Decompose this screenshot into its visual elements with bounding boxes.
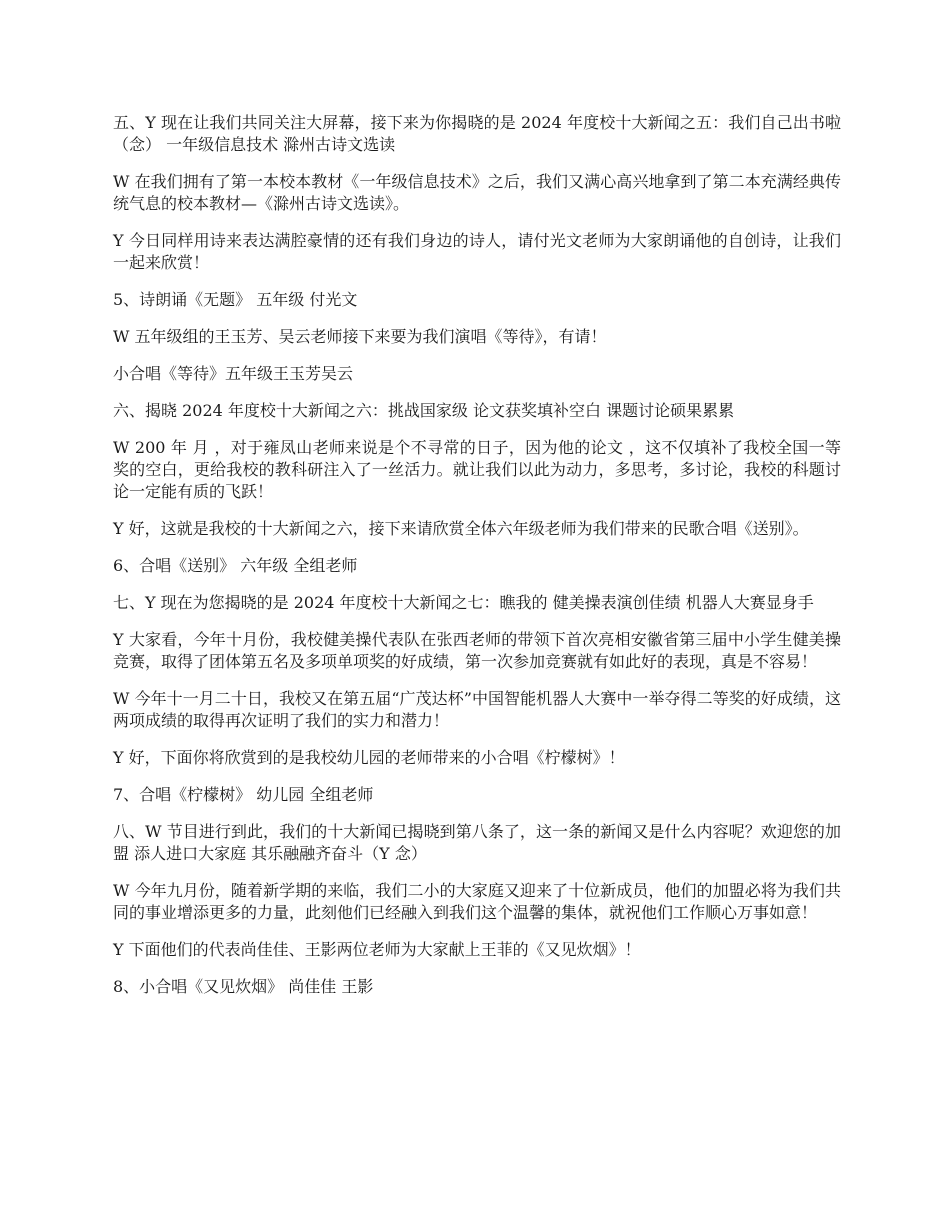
program-item-chorus-waiting: 小合唱《等待》五年级王玉芳吴云 <box>113 364 354 383</box>
paragraph-y-aerobics: Y 大家看，今年十月份，我校健美操代表队在张西老师的带领下首次亮相安徽省第三届中小学生健美操竞赛，取得了团体第五名及多项单项奖的好成绩，第一次参加竞赛就有如此好的表现，真是不容易！ <box>113 630 841 671</box>
paragraph-w-new-members: W 今年九月份，随着新学期的来临，我们二小的大家庭又迎来了十位新成员，他们的加盟必将为我们共同的事业增添更多的力量，此刻他们已经融入到我们这个温馨的集体，就祝他们工作顺心万事如意！ <box>113 881 841 922</box>
paragraph-w-textbook: W 在我们拥有了第一本校本教材《一年级信息技术》之后，我们又满心高兴地拿到了第二本充满经典传统气息的校本教材—《滁州古诗文选读》。 <box>113 172 841 213</box>
document-page <box>113 112 841 1013</box>
paragraph-w-robot-contest: W 今年十一月二十日，我校又在第五届“广茂达杯”中国智能机器人大赛中一举夺得二等奖的好成绩，这两项成绩的取得再次证明了我们的实力和潜力！ <box>113 689 841 730</box>
program-item-5: 5、诗朗诵《无题》 五年级 付光文 <box>113 290 358 309</box>
paragraph-y-lemon-tree-intro: Y 好，下面你将欣赏到的是我校幼儿园的老师带来的小合唱《柠檬树》！ <box>113 748 625 767</box>
paragraph-y-smoke-intro: Y 下面他们的代表尚佳佳、王影两位老师为大家献上王菲的《又见炊烟》！ <box>113 940 641 959</box>
paragraph-y-poet-intro: Y 今日同样用诗来表达满腔豪情的还有我们身边的诗人，请付光文老师为大家朗诵他的自创诗，让我们一起来欣赏！ <box>113 231 841 272</box>
program-item-8: 8、小合唱《又见炊烟》 尚佳佳 王影 <box>113 977 374 996</box>
paragraph-news-five: 五、Y 现在让我们共同关注大屏幕，接下来为你揭晓的是 2024 年度校十大新闻之五：我们自己出书啦 （念） 一年级信息技术 滁州古诗文选读 <box>113 113 841 154</box>
paragraph-y-farewell-intro: Y 好，这就是我校的十大新闻之六，接下来请欣赏全体六年级老师为我们带来的民歌合唱《送别》。 <box>113 519 809 538</box>
paragraph-w-paper-award: W 200 年 月 ，对于雍凤山老师来说是个不寻常的日子，因为他的论文 ，这不仅填补了我校全国一等奖的空白，更给我校的教科研注入了一丝活力。就让我们以此为动力，多思考，多讨论，我校的科题讨论一定能有质的飞跃！ <box>113 438 841 501</box>
paragraph-news-eight: 八、W 节目进行到此，我们的十大新闻已揭晓到第八条了，这一条的新闻又是什么内容呢？欢迎您的加盟 添人进口大家庭 其乐融融齐奋斗（Y 念） <box>113 822 841 863</box>
program-item-7: 7、合唱《柠檬树》 幼儿园 全组老师 <box>113 785 374 804</box>
paragraph-w-song-intro: W 五年级组的王玉芳、吴云老师接下来要为我们演唱《等待》，有请！ <box>113 327 607 346</box>
paragraph-news-six: 六、揭晓 2024 年度校十大新闻之六：挑战国家级 论文获奖填补空白 课题讨论硕果累累 <box>113 401 735 420</box>
paragraph-news-seven: 七、Y 现在为您揭晓的是 2024 年度校十大新闻之七：瞧我的 健美操表演创佳绩 机器人大赛显身手 <box>113 593 814 612</box>
program-item-6: 6、合唱《送别》 六年级 全组老师 <box>113 556 358 575</box>
